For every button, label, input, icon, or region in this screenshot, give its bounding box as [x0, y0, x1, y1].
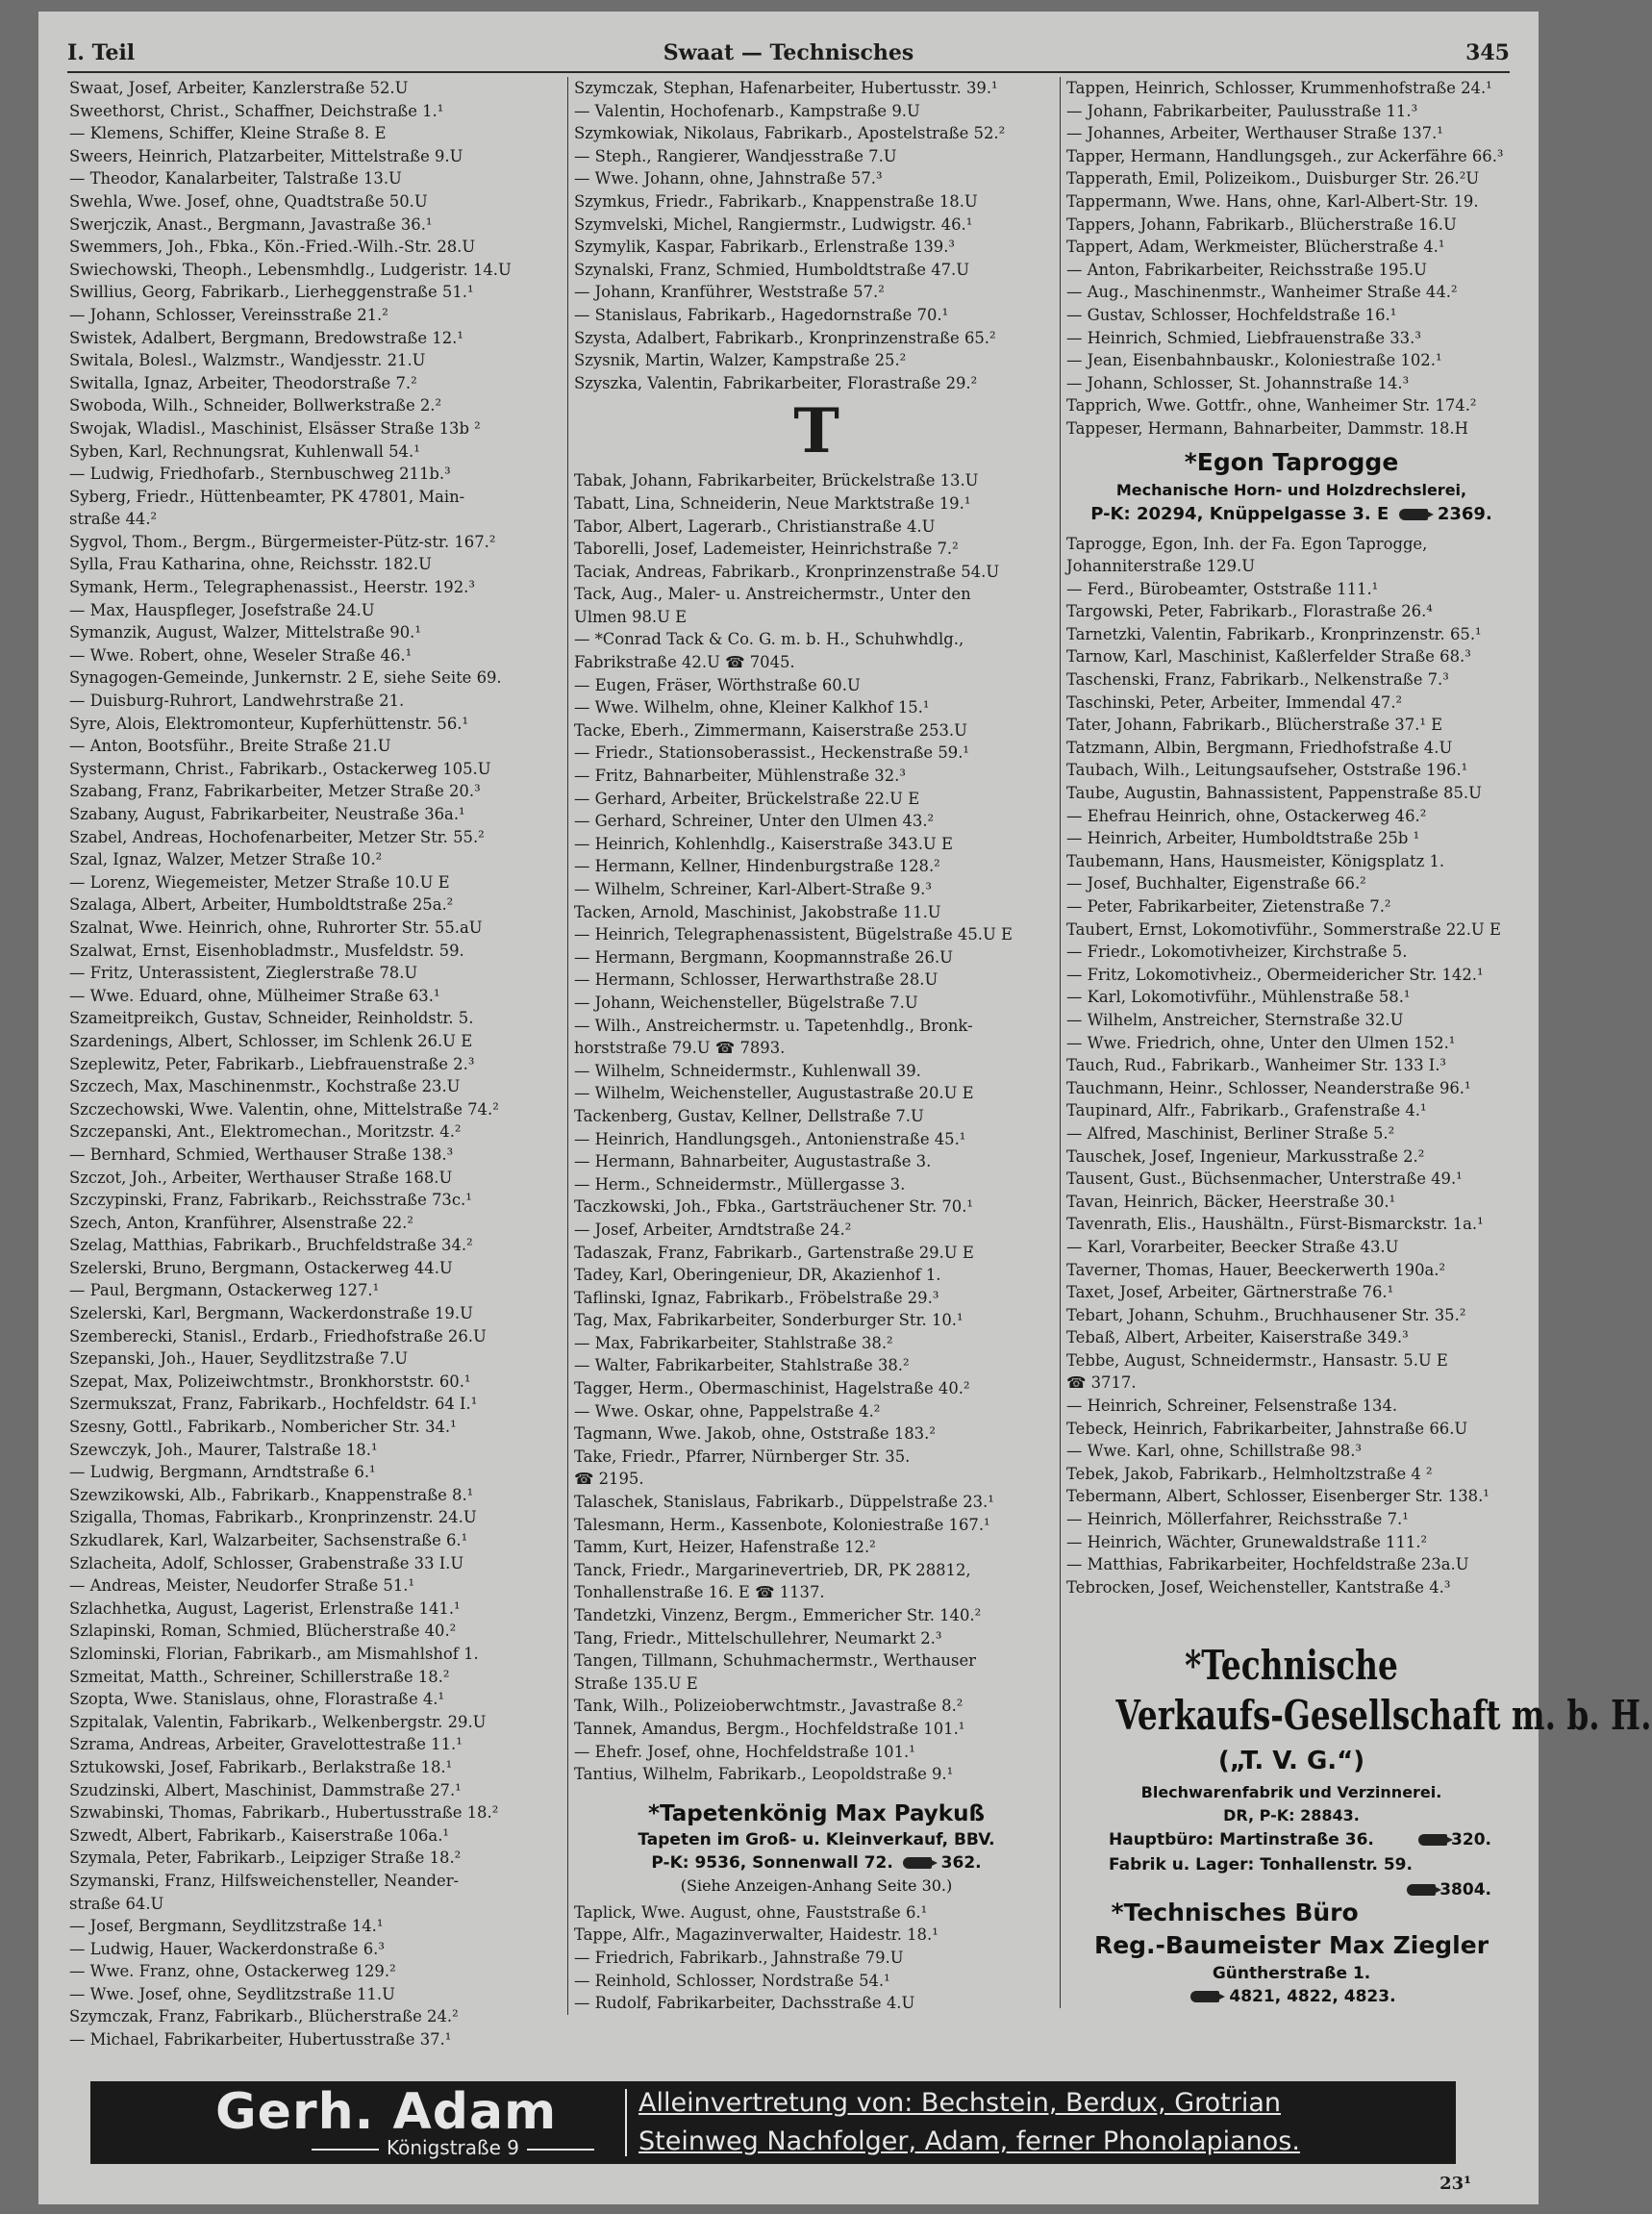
directory-entry: Szepanski, Joh., Hauer, Seydlitzstraße 7.U: [69, 1349, 409, 1369]
banner-line-2: Steinweg Nachfolger, Adam, ferner Phonolapianos.: [638, 2126, 1300, 2156]
directory-entry: Szlapinski, Roman, Schmied, Blücherstraße 40.²: [69, 1622, 457, 1641]
directory-entry: Switala, Bolesl., Walzmstr., Wandjesstr. 21.U: [69, 351, 426, 370]
directory-entry: Taube, Augustin, Bahnassistent, Pappenstraße 85.U: [1066, 784, 1482, 803]
directory-entry: Szalnat, Wwe. Heinrich, ohne, Ruhrorter Str. 55.aU: [69, 918, 483, 937]
directory-entry: straße 44.²: [69, 510, 158, 529]
directory-entry: Tag, Max, Fabrikarbeiter, Sonderburger Str. 10.¹: [574, 1311, 964, 1330]
directory-entry: — Hermann, Schlosser, Herwarthstraße 28.U: [574, 970, 939, 990]
directory-entry: — Heinrich, Kohlenhdlg., Kaiserstraße 343.U E: [574, 834, 953, 853]
directory-entry: Szlachhetka, August, Lagerist, Erlenstraße 141.¹: [69, 1598, 461, 1618]
directory-entry: — Wilh., Anstreichermstr. u. Tapetenhdlg., Bronk-: [574, 1016, 973, 1035]
directory-entry: Talesmann, Herm., Kassenbote, Koloniestraße 167.¹: [574, 1515, 990, 1534]
directory-entry: Szymala, Peter, Fabrikarb., Leipziger Straße 18.²: [69, 1849, 462, 1868]
directory-entry: Johanniterstraße 129.U: [1066, 557, 1256, 576]
page-number: 345: [1465, 40, 1510, 65]
directory-entry: Szmeitat, Matth., Schreiner, Schillerstraße 18.²: [69, 1667, 450, 1686]
directory-entry: — Gerhard, Arbeiter, Brückelstraße 22.U E: [574, 789, 920, 808]
directory-entry: — Wwe. Friedrich, ohne, Unter den Ulmen 152.¹: [1066, 1033, 1456, 1052]
telephone-icon: [1399, 509, 1428, 520]
ad-phone: 362.: [940, 1852, 982, 1873]
directory-entry: Szlacheita, Adolf, Schlosser, Grabenstraße 33 I.U: [69, 1553, 464, 1572]
directory-entry: — Rudolf, Fabrikarbeiter, Dachsstraße 4.U: [574, 1994, 915, 2013]
directory-entry: — Duisburg-Ruhrort, Landwehrstraße 21.: [69, 692, 405, 711]
directory-entry: Szczepanski, Ant., Elektromechan., Moritzstr. 4.²: [69, 1122, 462, 1142]
directory-entry: Tonhallenstraße 16. E ☎ 1137.: [574, 1583, 825, 1602]
directory-entry: Tantius, Wilhelm, Fabrikarb., Leopoldstraße 9.¹: [574, 1765, 954, 1784]
directory-entry: Szeplewitz, Peter, Fabrikarb., Liebfrauenstraße 2.³: [69, 1054, 475, 1073]
directory-entry: Tanck, Friedr., Margarinevertrieb, DR, PK 28812,: [574, 1560, 971, 1579]
ad-phone-line: [1066, 1985, 1516, 2008]
directory-entry: straße 64.U: [69, 1894, 164, 1913]
banner-line-1: Alleinvertretung von: Bechstein, Berdux, Grotrian: [638, 2088, 1281, 2118]
directory-entry: Szpitalak, Valentin, Fabrikarb., Welkenbergstr. 29.U: [69, 1712, 487, 1731]
directory-entry: — Wilhelm, Anstreicher, Sternstraße 32.U: [1066, 1010, 1404, 1029]
ad-title: *Technische: [1185, 1642, 1398, 1690]
directory-entry: Tangen, Tillmann, Schuhmachermstr., Werthauser: [574, 1651, 976, 1671]
directory-entry: Szigalla, Thomas, Fabrikarb., Kronprinzenstr. 24.U: [69, 1508, 477, 1527]
directory-entry: — Friedrich, Fabrikarb., Jahnstraße 79.U: [574, 1948, 904, 1967]
directory-entry: Tackenberg, Gustav, Kellner, Dellstraße 7.U: [574, 1106, 924, 1125]
directory-entry: — Wwe. Franz, ohne, Ostackerweg 129.²: [69, 1962, 396, 1981]
directory-entry: Tadaszak, Franz, Fabrikarb., Gartenstraße 29.U E: [574, 1243, 974, 1262]
directory-entry: — Max, Hauspfleger, Josefstraße 24.U: [69, 600, 375, 619]
directory-entry: Szymczak, Franz, Fabrikarb., Blücherstraße 24.²: [69, 2007, 459, 2026]
directory-entry: Swojak, Wladisl., Maschinist, Elsässer Straße 13b ²: [69, 418, 481, 438]
banner-company-name: Gerh. Adam: [215, 2083, 558, 2141]
directory-entry: Swemmers, Joh., Fbka., Kön.-Fried.-Wilh.-Str. 28.U: [69, 238, 476, 257]
directory-entry: Tavan, Heinrich, Bäcker, Heerstraße 30.¹: [1066, 1192, 1396, 1211]
directory-entry: Szudzinski, Albert, Maschinist, Dammstraße 27.¹: [69, 1780, 462, 1799]
directory-entry: — Matthias, Fabrikarbeiter, Hochfeldstraße 23a.U: [1066, 1555, 1469, 1574]
directory-entry: Szysnik, Martin, Walzer, Kampstraße 25.²: [574, 351, 907, 370]
directory-entry: Szemberecki, Stanisl., Erdarb., Friedhofstraße 26.U: [69, 1326, 487, 1346]
directory-entry: Fabrikstraße 42.U ☎ 7045.: [574, 653, 795, 672]
directory-entry: Taflinski, Ignaz, Fabrikarb., Fröbelstraße 29.³: [574, 1288, 939, 1307]
directory-entry: — Ehefrau Heinrich, ohne, Ostackerweg 46.²: [1066, 806, 1427, 825]
directory-entry: — Peter, Fabrikarbeiter, Zietenstraße 7.²: [1066, 897, 1391, 916]
directory-entry: Tang, Friedr., Mittelschullehrer, Neumarkt 2.³: [574, 1628, 942, 1648]
telephone-icon: [1190, 1991, 1219, 2002]
directory-entry: Szalaga, Albert, Arbeiter, Humboldtstraße 25a.²: [69, 895, 454, 915]
directory-entry: Straße 135.U E: [574, 1673, 698, 1693]
directory-entry: Swehla, Wwe. Josef, ohne, Quadtstraße 50.U: [69, 191, 428, 211]
directory-entry: — Stanislaus, Fabrikarb., Hagedornstraße 70.¹: [574, 305, 949, 324]
column-2-entries-middle: [574, 469, 1059, 1785]
directory-entry: — Johannes, Arbeiter, Werthauser Straße 137.¹: [1066, 124, 1443, 143]
directory-entry: — Gerhard, Schreiner, Unter den Ulmen 43.²: [574, 812, 935, 831]
directory-entry: — Paul, Bergmann, Ostackerweg 127.¹: [69, 1281, 380, 1300]
directory-entry: Szepat, Max, Polizeiwchtmstr., Bronkhorststr. 60.¹: [69, 1371, 471, 1391]
directory-entry: Tacken, Arnold, Maschinist, Jakobstraße 11.U: [574, 902, 941, 921]
directory-entry: Taczkowski, Joh., Fbka., Gartsträuchener Str. 70.¹: [574, 1197, 973, 1217]
directory-entry: — Fritz, Lokomotivheiz., Obermeidericher Str. 142.¹: [1066, 965, 1484, 984]
ad-subtitle: („T. V. G.“): [1217, 1747, 1365, 1776]
directory-entry: — Wwe. Karl, ohne, Schillstraße 98.³: [1066, 1442, 1363, 1461]
directory-entry: — Walter, Fabrikarbeiter, Stahlstraße 38.²: [574, 1356, 910, 1375]
directory-entry: Tauch, Rud., Fabrikarb., Wanheimer Str. 133 I.³: [1066, 1056, 1446, 1075]
telephone-icon: [1418, 1834, 1447, 1846]
directory-entry: Tebbe, August, Schneidermstr., Hansastr. 5.U E: [1066, 1350, 1448, 1370]
directory-entry: Tavenrath, Elis., Haushältn., Fürst-Bismarckstr. 1a.¹: [1066, 1215, 1484, 1234]
column-2: [567, 77, 1059, 2015]
ad-phone: 3804.: [1439, 1880, 1491, 1900]
section-letter: T: [793, 395, 839, 468]
directory-entry: — Andreas, Meister, Neudorfer Straße 51.¹: [69, 1576, 415, 1596]
header-rule: [67, 71, 1510, 73]
directory-entry: Tebek, Jakob, Fabrikarb., Helmholtzstraße 4 ²: [1066, 1464, 1433, 1483]
directory-entry: Tebermann, Albert, Schlosser, Eisenberger Str. 138.¹: [1066, 1487, 1489, 1506]
directory-entry: Szymkus, Friedr., Fabrikarb., Knappenstraße 18.U: [574, 191, 978, 211]
directory-entry: — Bernhard, Schmied, Werthauser Straße 138.³: [69, 1145, 454, 1164]
directory-entry: Tauschek, Josef, Ingenieur, Markusstraße 2.²: [1066, 1146, 1425, 1166]
directory-entry: — Gustav, Schlosser, Hochfeldstraße 16.¹: [1066, 305, 1397, 324]
telephone-icon: [903, 1857, 932, 1869]
directory-entry: — Ferd., Bürobeamter, Oststraße 111.¹: [1066, 579, 1379, 598]
directory-entry: Szczot, Joh., Arbeiter, Werthauser Straße 168.U: [69, 1168, 453, 1187]
directory-entry: Tebart, Johann, Schuhm., Bruchhausener Str. 35.²: [1066, 1305, 1466, 1324]
directory-entry: — Wwe. Josef, ohne, Seydlitzstraße 11.U: [69, 1984, 395, 2003]
directory-entry: — Michael, Fabrikarbeiter, Hubertusstraße 37.¹: [69, 2030, 452, 2050]
ad-title: Verkaufs-Gesellschaft m. b. H.: [1115, 1692, 1652, 1740]
ad-address: Güntherstraße 1.: [1212, 1964, 1371, 1984]
directory-entry: Tater, Johann, Fabrikarb., Blücherstraße 37.¹ E: [1066, 716, 1443, 735]
directory-entry: Szech, Anton, Kranführer, Alsenstraße 22.²: [69, 1213, 413, 1232]
directory-entry: — Heinrich, Arbeiter, Humboldtstraße 25b ¹: [1066, 829, 1420, 848]
directory-entry: Szermukszat, Franz, Fabrikarb., Hochfeldstr. 64 I.¹: [69, 1395, 478, 1414]
directory-entry: — Anton, Bootsführ., Breite Straße 21.U: [69, 737, 391, 756]
signature-mark: 23¹: [1439, 2174, 1471, 2194]
directory-entry: Syre, Alois, Elektromonteur, Kupferhüttenstr. 56.¹: [69, 714, 469, 733]
directory-entry: Tandetzki, Vinzenz, Bergm., Emmericher Str. 140.²: [574, 1606, 982, 1624]
directory-entry: ☎ 2195.: [574, 1470, 644, 1489]
directory-entry: — Klemens, Schiffer, Kleine Straße 8. E: [69, 124, 387, 143]
directory-entry: — Johann, Schlosser, Vereinsstraße 21.²: [69, 305, 388, 324]
directory-entry: Swistek, Adalbert, Bergmann, Bredowstraße 12.¹: [69, 328, 463, 347]
directory-entry: — Heinrich, Schmied, Liebfrauenstraße 33.³: [1066, 328, 1421, 347]
directory-entry: Systermann, Christ., Fabrikarb., Ostackerweg 105.U: [69, 759, 491, 778]
directory-entry: Swaat, Josef, Arbeiter, Kanzlerstraße 52.U: [69, 79, 409, 97]
directory-entry: Syben, Karl, Rechnungsrat, Kuhlenwall 54.¹: [69, 441, 420, 461]
directory-entry: Taborelli, Josef, Lademeister, Heinrichstraße 7.²: [574, 540, 959, 559]
directory-entry: Szewzikowski, Alb., Fabrikarb., Knappenstraße 8.¹: [69, 1485, 474, 1504]
directory-entry: — Josef, Arbeiter, Arndtstraße 24.²: [574, 1220, 852, 1239]
ad-phone: 320.: [1451, 1830, 1491, 1850]
ad-phone-line: [1066, 1827, 1516, 1852]
directory-entry: Take, Friedr., Pfarrer, Nürnberger Str. 35.: [574, 1447, 911, 1466]
ad-line: DR, P-K: 28843.: [1223, 1806, 1360, 1825]
directory-entry: Tappeser, Hermann, Bahnarbeiter, Dammstr. 18.H: [1066, 418, 1468, 438]
directory-entry: — Valentin, Hochofenarb., Kampstraße 9.U: [574, 101, 920, 120]
ad-address: Hauptbüro: Martinstraße 36.: [1109, 1830, 1374, 1850]
directory-entry: Swillius, Georg, Fabrikarb., Lierheggenstraße 51.¹: [69, 283, 474, 302]
directory-entry: Tagger, Herm., Obermaschinist, Hagelstraße 40.²: [574, 1379, 970, 1398]
directory-entry: Szczech, Max, Maschinenmstr., Kochstraße 23.U: [69, 1077, 461, 1096]
directory-entry: Taciak, Andreas, Fabrikarb., Kronprinzenstraße 54.U: [574, 562, 1000, 581]
directory-entry: — Anton, Fabrikarbeiter, Reichsstraße 195.U: [1066, 260, 1427, 279]
directory-entry: — Friedr., Stationsoberassist., Heckenstraße 59.¹: [574, 743, 969, 763]
directory-entry: Tabak, Johann, Fabrikarbeiter, Brückelstraße 13.U: [574, 471, 979, 491]
ad-tapetenkoenig: [574, 1799, 1059, 1898]
directory-entry: Szardenings, Albert, Schlosser, im Schlenk 26.U E: [69, 1031, 473, 1050]
column-3-entries-top: [1066, 77, 1516, 440]
directory-entry: Szal, Ignaz, Walzer, Metzer Straße 10.²: [69, 850, 383, 869]
directory-entry: — Johann, Kranführer, Weststraße 57.²: [574, 283, 885, 302]
directory-entry: Tappe, Alfr., Magazinverwalter, Haidestr. 18.¹: [574, 1925, 939, 1945]
directory-entry: — Jean, Eisenbahnbauskr., Koloniestraße 102.¹: [1066, 351, 1442, 370]
directory-entry: Taprogge, Egon, Inh. der Fa. Egon Taprogge,: [1066, 534, 1428, 553]
column-1: [69, 77, 567, 2051]
page-header: [67, 31, 1510, 73]
directory-entry: Tacke, Eberh., Zimmermann, Kaiserstraße 253.U: [574, 720, 967, 740]
directory-entry: Tadey, Karl, Oberingenieur, DR, Akazienhof 1.: [574, 1266, 941, 1285]
directory-entry: Synagogen-Gemeinde, Junkernstr. 2 E, siehe Seite 69.: [69, 668, 502, 688]
directory-entry: Taverner, Thomas, Hauer, Beeckerwerth 190a.²: [1066, 1260, 1446, 1279]
directory-entry: Swoboda, Wilh., Schneider, Bollwerkstraße 2.²: [69, 396, 442, 415]
directory-entry: Sweethorst, Christ., Schaffner, Deichstraße 1.¹: [69, 101, 444, 120]
directory-entry: Szymczak, Stephan, Hafenarbeiter, Hubertusstr. 39.¹: [574, 79, 998, 97]
directory-entry: — Friedr., Lokomotivheizer, Kirchstraße 5.: [1066, 943, 1408, 962]
bottom-banner-ad: [90, 2081, 1456, 2164]
directory-entry: — Wwe. Robert, ohne, Weseler Straße 46.¹: [69, 645, 413, 665]
directory-entry: — Reinhold, Schlosser, Nordstraße 54.¹: [574, 1971, 890, 1990]
directory-entry: Szelerski, Karl, Bergmann, Wackerdonstraße 19.U: [69, 1304, 473, 1323]
directory-entry: Szymvelski, Michel, Rangiermstr., Ludwigstr. 46.¹: [574, 214, 973, 234]
directory-entry: Taubach, Wilh., Leitungsaufseher, Oststraße 196.¹: [1066, 761, 1468, 780]
directory-entry: — Hermann, Bahnarbeiter, Augustastraße 3.: [574, 1152, 932, 1171]
banner-divider: [625, 2089, 627, 2156]
directory-entry: — Wwe. Johann, ohne, Jahnstraße 57.³: [574, 169, 883, 189]
directory-entry: Tapper, Hermann, Handlungsgeh., zur Ackerfähre 66.³: [1066, 146, 1504, 165]
directory-entry: — Theodor, Kanalarbeiter, Talstraße 13.U: [69, 169, 402, 189]
directory-entry: — Heinrich, Möllerfahrer, Reichsstraße 7.¹: [1066, 1510, 1409, 1529]
column-2-entries-top: [574, 77, 1059, 394]
directory-entry: — Heinrich, Handlungsgeh., Antonienstraße 45.¹: [574, 1129, 966, 1148]
directory-entry: — Lorenz, Wiegemeister, Metzer Straße 10.U E: [69, 872, 450, 892]
directory-entry: — Johann, Weichensteller, Bügelstraße 7.U: [574, 993, 918, 1012]
directory-entry: Sztukowski, Josef, Fabrikarb., Berlakstraße 18.¹: [69, 1757, 453, 1776]
ad-technische-verkaufs-gesellschaft: [1066, 1641, 1652, 1900]
directory-entry: — Johann, Fabrikarbeiter, Paulusstraße 11.³: [1066, 101, 1418, 120]
directory-entry: Szewczyk, Joh., Maurer, Talstraße 18.¹: [69, 1440, 378, 1459]
ad-technisches-buero-ziegler: [1066, 1897, 1516, 2008]
directory-entry: Tack, Aug., Maler- u. Anstreichermstr., Unter den: [574, 585, 971, 604]
directory-entry: Taschenski, Franz, Fabrikarb., Nelkenstraße 7.³: [1066, 670, 1449, 690]
column-3-entries-middle: [1066, 533, 1516, 1599]
directory-entry: — Heinrich, Telegraphenassistent, Bügelstraße 45.U E: [574, 925, 1013, 944]
directory-entry: Tappermann, Wwe. Hans, ohne, Karl-Albert-Str. 19.: [1066, 191, 1479, 211]
directory-entry: Szalwat, Ernst, Eisenhobladmstr., Musfeldstr. 59.: [69, 941, 464, 960]
directory-entry: — Ludwig, Friedhofarb., Sternbuschweg 211b.³: [69, 465, 451, 484]
directory-entry: Taplick, Wwe. August, ohne, Fauststraße 6.¹: [574, 1902, 928, 1922]
ad-title: *Egon Taprogge: [1184, 447, 1399, 476]
ad-address: P-K: 20294, Knüppelgasse 3. E: [1090, 503, 1389, 524]
directory-entry: Tebaß, Albert, Arbeiter, Kaiserstraße 349.³: [1066, 1328, 1409, 1347]
directory-entry: — Fritz, Bahnarbeiter, Mühlenstraße 32.³: [574, 767, 906, 786]
directory-entry: — Wwe. Oskar, ohne, Pappelstraße 4.²: [574, 1401, 881, 1421]
directory-entry: — Wilhelm, Schreiner, Karl-Albert-Straße 9.³: [574, 880, 932, 898]
directory-entry: Szabany, August, Fabrikarbeiter, Neustraße 36a.¹: [69, 805, 465, 823]
directory-entry: Tappers, Johann, Fabrikarb., Blücherstraße 16.U: [1066, 214, 1457, 234]
directory-entry: Taupinard, Alfr., Fabrikarb., Grafenstraße 4.¹: [1066, 1101, 1427, 1120]
directory-entry: Syberg, Friedr., Hüttenbeamter, PK 47801, Main-: [69, 487, 465, 506]
ad-title: *Technisches Büro: [1111, 1899, 1359, 1927]
directory-entry: — Max, Fabrikarbeiter, Stahlstraße 38.²: [574, 1333, 893, 1352]
directory-entry: Tamm, Kurt, Heizer, Hafenstraße 12.²: [574, 1538, 876, 1557]
ad-line: Mechanische Horn- und Holzdrechslerei,: [1115, 480, 1467, 499]
ad-phone: 2369.: [1437, 503, 1492, 524]
directory-entry: Tappert, Adam, Werkmeister, Blücherstraße 4.¹: [1066, 238, 1445, 257]
ad-phone-line: [1066, 502, 1516, 527]
directory-entry: — Fritz, Unterassistent, Zieglerstraße 78.U: [69, 964, 418, 983]
directory-entry: Tapprich, Wwe. Gottfr., ohne, Wanheimer Str. 174.²: [1066, 396, 1477, 415]
directory-entry: — Josef, Buchhalter, Eigenstraße 66.²: [1066, 874, 1366, 893]
directory-entry: — Ludwig, Bergmann, Arndtstraße 6.¹: [69, 1463, 376, 1482]
directory-entry: — *Conrad Tack & Co. G. m. b. H., Schuhwhdlg.,: [574, 630, 964, 649]
directory-entry: Szkudlarek, Karl, Walzarbeiter, Sachsenstraße 6.¹: [69, 1531, 468, 1549]
directory-entry: Szelerski, Bruno, Bergmann, Ostackerweg 44.U: [69, 1258, 453, 1277]
directory-entry: — Ludwig, Hauer, Wackerdonstraße 6.³: [69, 1939, 385, 1958]
directory-entry: Tabor, Albert, Lagerarb., Christianstraße 4.U: [574, 516, 936, 536]
directory-entry: Taschinski, Peter, Arbeiter, Immendal 47.²: [1066, 692, 1403, 712]
directory-entry: Sweers, Heinrich, Platzarbeiter, Mittelstraße 9.U: [69, 146, 463, 165]
directory-entry: Szynalski, Franz, Schmied, Humboldtstraße 47.U: [574, 260, 970, 279]
directory-entry: — Steph., Rangierer, Wandjesstraße 7.U: [574, 146, 897, 165]
directory-entry: Tabatt, Lina, Schneiderin, Neue Marktstraße 19.¹: [574, 493, 971, 513]
directory-entry: Szelag, Matthias, Fabrikarb., Bruchfeldstraße 34.²: [69, 1236, 473, 1255]
directory-entry: Szymylik, Kaspar, Fabrikarb., Erlenstraße 139.³: [574, 238, 955, 257]
directory-entry: Tebeck, Heinrich, Fabrikarbeiter, Jahnstraße 66.U: [1066, 1419, 1468, 1438]
directory-entry: Szymkowiak, Nikolaus, Fabrikarb., Apostelstraße 52.²: [574, 124, 1006, 143]
directory-entry: Tebrocken, Josef, Weichensteller, Kantstraße 4.³: [1066, 1577, 1451, 1597]
directory-entry: — Wwe. Eduard, ohne, Mülheimer Straße 63.¹: [69, 986, 440, 1005]
ad-note: (Siehe Anzeigen-Anhang Seite 30.): [680, 1875, 953, 1895]
running-title: Swaat — Technisches: [663, 40, 914, 65]
directory-entry: Tarnetzki, Valentin, Fabrikarb., Kronprinzenstr. 65.¹: [1066, 624, 1482, 643]
directory-page: [38, 12, 1652, 2204]
directory-entry: Szwabinski, Thomas, Fabrikarb., Hubertusstraße 18.²: [69, 1803, 499, 1823]
directory-entry: — Wilhelm, Schneidermstr., Kuhlenwall 39.: [574, 1061, 921, 1080]
column-2-entries-bottom: [574, 1901, 1059, 2015]
directory-entry: — Johann, Schlosser, St. Johannstraße 14.³: [1066, 373, 1410, 392]
section-label: I. Teil: [67, 40, 136, 65]
telephone-icon: [1407, 1884, 1436, 1896]
ad-phone-line: [574, 1851, 1059, 1874]
directory-entry: — Wwe. Wilhelm, ohne, Kleiner Kalkhof 15.¹: [574, 698, 930, 717]
directory-entry: — Josef, Bergmann, Seydlitzstraße 14.¹: [69, 1917, 384, 1936]
directory-entry: Tank, Wilh., Polizeioberwchtmstr., Javastraße 8.²: [574, 1697, 964, 1716]
directory-entry: Szczypinski, Franz, Fabrikarb., Reichsstraße 73c.¹: [69, 1191, 472, 1210]
directory-entry: Szopta, Wwe. Stanislaus, ohne, Florastraße 4.¹: [69, 1690, 445, 1709]
ad-phone-line: [1066, 1852, 1516, 1900]
directory-entry: — Herm., Schneidermstr., Müllergasse 3.: [574, 1174, 906, 1194]
directory-entry: — Hermann, Bergmann, Koopmannstraße 26.U: [574, 947, 953, 967]
directory-entry: Switalla, Ignaz, Arbeiter, Theodorstraße 7.²: [69, 373, 417, 392]
directory-entry: — Karl, Lokomotivführ., Mühlenstraße 58.¹: [1066, 988, 1411, 1007]
directory-entry: Taubemann, Hans, Hausmeister, Königsplatz 1.: [1066, 851, 1445, 870]
directory-entry: Taxet, Josef, Arbeiter, Gärtnerstraße 76.¹: [1066, 1283, 1394, 1302]
directory-entry: — Alfred, Maschinist, Berliner Straße 5.²: [1066, 1123, 1395, 1143]
directory-entry: Szameitpreikch, Gustav, Schneider, Reinholdstr. 5.: [69, 1009, 474, 1028]
ad-address: Fabrik u. Lager: Tonhallenstr. 59.: [1109, 1855, 1413, 1875]
directory-entry: ☎ 3717.: [1066, 1373, 1137, 1393]
banner-street: Königstraße 9: [304, 2135, 602, 2160]
directory-entry: — Ehefr. Josef, ohne, Hochfeldstraße 101.¹: [574, 1742, 915, 1761]
directory-entry: Sylla, Frau Katharina, ohne, Reichsstr. 182.U: [69, 555, 432, 574]
directory-entry: Szabel, Andreas, Hochofenarbeiter, Metzer Str. 55.²: [69, 827, 485, 846]
directory-entry: Szwedt, Albert, Fabrikarb., Kaiserstraße 106a.¹: [69, 1825, 449, 1845]
directory-entry: — Hermann, Kellner, Hindenburgstraße 128.²: [574, 857, 940, 876]
directory-entry: Swerjczik, Anast., Bergmann, Javastraße 36.¹: [69, 214, 433, 234]
directory-entry: Szymanski, Franz, Hilfsweichensteller, Neander-: [69, 1871, 460, 1890]
directory-entry: Szlominski, Florian, Fabrikarb., am Mismahlshof 1.: [69, 1644, 479, 1663]
ad-title: Reg.-Baumeister Max Ziegler: [1093, 1931, 1489, 1960]
directory-entry: — Heinrich, Wächter, Grunewaldstraße 111.²: [1066, 1532, 1428, 1551]
directory-entry: Tannek, Amandus, Bergm., Hochfeldstraße 101.¹: [574, 1719, 965, 1738]
directory-entry: Swiechowski, Theoph., Lebensmhdlg., Ludgeristr. 14.U: [69, 260, 512, 279]
directory-entry: — Aug., Maschinenmstr., Wanheimer Straße 44.²: [1066, 283, 1458, 302]
directory-entry: Targowski, Peter, Fabrikarb., Florastraße 26.⁴: [1066, 602, 1433, 621]
directory-entry: Tapperath, Emil, Polizeikom., Duisburger Str. 26.²U: [1066, 169, 1480, 189]
directory-entry: Szesny, Gottl., Fabrikarb., Nombericher Str. 34.¹: [69, 1418, 457, 1437]
ad-title: *Tapetenkönig Max Paykuß: [647, 1800, 986, 1826]
ad-phone: 4821, 4822, 4823.: [1229, 1987, 1396, 2007]
directory-entry: Szysta, Adalbert, Fabrikarb., Kronprinzenstraße 65.²: [574, 328, 996, 347]
directory-entry: Tarnow, Karl, Maschinist, Kaßlerfelder Straße 68.³: [1066, 647, 1471, 667]
ad-address: P-K: 9536, Sonnenwall 72.: [651, 1852, 893, 1873]
directory-entry: Symanzik, August, Walzer, Mittelstraße 90.¹: [69, 623, 421, 642]
directory-entry: Szrama, Andreas, Arbeiter, Gravelottestraße 11.¹: [69, 1735, 463, 1754]
directory-entry: Symank, Herm., Telegraphenassist., Heerstr. 192.³: [69, 578, 475, 597]
directory-entry: — Karl, Vorarbeiter, Beecker Straße 43.U: [1066, 1237, 1399, 1256]
directory-entry: Ulmen 98.U E: [574, 607, 688, 626]
directory-entry: — Eugen, Fräser, Wörthstraße 60.U: [574, 675, 861, 694]
directory-entry: Tausent, Gust., Büchsenmacher, Unterstraße 49.¹: [1066, 1170, 1463, 1189]
directory-entry: Szabang, Franz, Fabrikarbeiter, Metzer Straße 20.³: [69, 782, 481, 801]
directory-entry: Szczechowski, Wwe. Valentin, ohne, Mittelstraße 74.²: [69, 1099, 499, 1119]
directory-entry: Tagmann, Wwe. Jakob, ohne, Oststraße 183.²: [574, 1424, 936, 1444]
directory-entry: Taubert, Ernst, Lokomotivführ., Sommerstraße 22.U E: [1066, 919, 1501, 939]
ad-line: Tapeten im Groß- u. Kleinverkauf, BBV.: [638, 1829, 995, 1849]
directory-entry: Tatzmann, Albin, Bergmann, Friedhofstraße 4.U: [1066, 738, 1453, 757]
directory-entry: horststraße 79.U ☎ 7893.: [574, 1039, 786, 1058]
directory-entry: Sygvol, Thom., Bergm., Bürgermeister-Pütz-str. 167.²: [69, 532, 496, 551]
ad-egon-taprogge: [1066, 446, 1516, 527]
directory-entry: — Heinrich, Schreiner, Felsenstraße 134.: [1066, 1396, 1398, 1416]
directory-entry: Talaschek, Stanislaus, Fabrikarb., Düppelstraße 23.¹: [574, 1493, 994, 1512]
directory-entry: Tauchmann, Heinr., Schlosser, Neanderstraße 96.¹: [1066, 1078, 1471, 1097]
directory-entry: — Wilhelm, Weichensteller, Augustastraße 20.U E: [574, 1084, 974, 1103]
directory-entry: Szyszka, Valentin, Fabrikarbeiter, Florastraße 29.²: [574, 373, 978, 392]
ad-line: Blechwarenfabrik und Verzinnerei.: [1140, 1783, 1442, 1802]
column-3: [1060, 77, 1652, 2008]
directory-entry: Tappen, Heinrich, Schlosser, Krummenhofstraße 24.¹: [1066, 79, 1492, 97]
